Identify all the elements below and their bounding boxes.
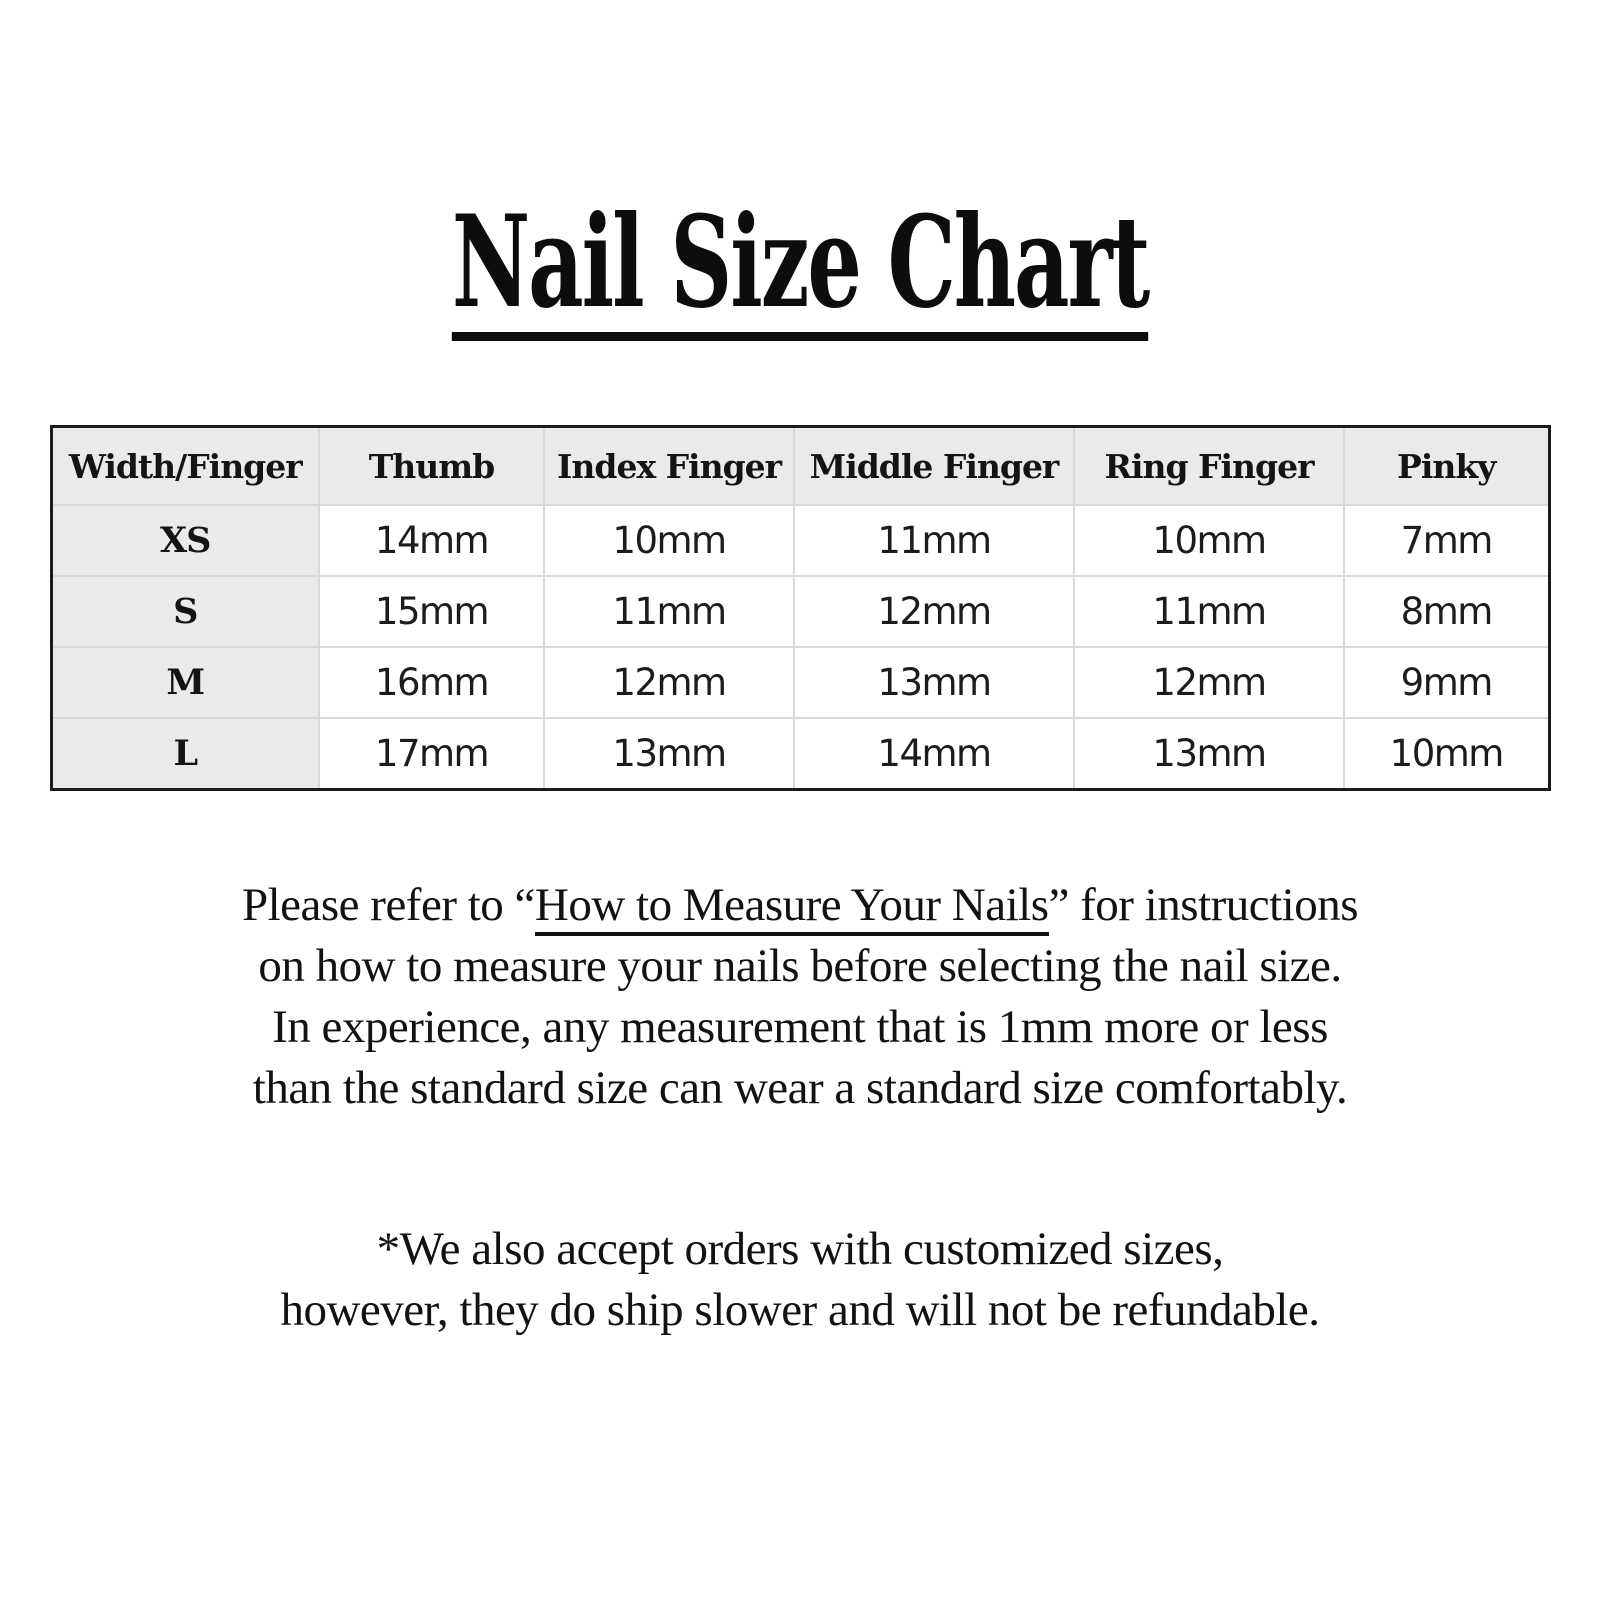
note-line-2: on how to measure your nails before selecting the nail size. — [258, 940, 1342, 993]
column-header-middle-finger: Middle Finger — [794, 427, 1074, 506]
row-label-s: S — [51, 576, 319, 647]
note-line-1-prefix: Please refer to “ — [241, 879, 535, 932]
cell-m-middle: 13mm — [794, 647, 1074, 718]
cell-l-middle: 14mm — [794, 718, 1074, 790]
row-label-xs: XS — [51, 505, 319, 576]
cell-s-pinky: 8mm — [1344, 576, 1549, 647]
row-label-l: L — [51, 718, 319, 790]
note-line-1 — [0, 875, 1600, 936]
cell-m-index: 12mm — [544, 647, 794, 718]
cell-s-middle: 12mm — [794, 576, 1074, 647]
table-row-l — [51, 718, 1549, 790]
note-line-4: than the standard size can wear a standard size comfortably. — [252, 1062, 1348, 1115]
column-header-ring-finger: Ring Finger — [1074, 427, 1344, 506]
cell-xs-middle: 11mm — [794, 505, 1074, 576]
cell-s-thumb: 15mm — [319, 576, 544, 647]
table-header-row — [51, 427, 1549, 506]
note2-line-1: *We also accept orders with customized sizes, — [376, 1223, 1224, 1276]
cell-m-pinky: 9mm — [1344, 647, 1549, 718]
note2-line-2: however, they do ship slower and will not be refundable. — [280, 1284, 1320, 1337]
column-header-index-finger: Index Finger — [544, 427, 794, 506]
row-label-m: M — [51, 647, 319, 718]
cell-xs-pinky: 7mm — [1344, 505, 1549, 576]
cell-l-index: 13mm — [544, 718, 794, 790]
column-header-width-finger: Width/Finger — [51, 427, 319, 506]
table-row-s — [51, 576, 1549, 647]
nail-size-table — [50, 425, 1551, 791]
page-title-wrap — [0, 0, 1600, 341]
column-header-thumb: Thumb — [319, 427, 544, 506]
cell-l-thumb: 17mm — [319, 718, 544, 790]
cell-xs-thumb: 14mm — [319, 505, 544, 576]
cell-l-pinky: 10mm — [1344, 718, 1549, 790]
cell-xs-index: 10mm — [544, 505, 794, 576]
how-to-measure-link[interactable]: How to Measure Your Nails — [535, 879, 1049, 936]
table-row-m — [51, 647, 1549, 718]
cell-l-ring: 13mm — [1074, 718, 1344, 790]
cell-s-index: 11mm — [544, 576, 794, 647]
cell-m-thumb: 16mm — [319, 647, 544, 718]
customized-sizes-note — [0, 1219, 1600, 1341]
table-row-xs — [51, 505, 1549, 576]
cell-s-ring: 11mm — [1074, 576, 1344, 647]
column-header-pinky: Pinky — [1344, 427, 1549, 506]
measure-instructions-note — [0, 875, 1600, 1119]
cell-xs-ring: 10mm — [1074, 505, 1344, 576]
page-title: Nail Size Chart — [452, 196, 1148, 341]
note-line-1-suffix: ” for instructions — [1048, 879, 1359, 932]
cell-m-ring: 12mm — [1074, 647, 1344, 718]
note-line-3: In experience, any measurement that is 1mm more or less — [272, 1001, 1328, 1054]
